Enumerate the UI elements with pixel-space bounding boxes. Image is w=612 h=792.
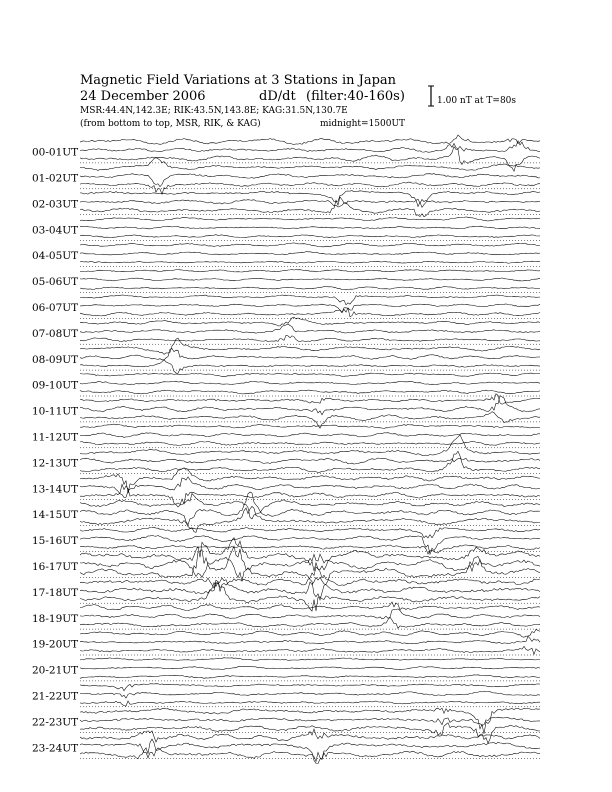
hour-row [32,658,540,681]
hour-label: 18-19UT [32,612,79,625]
hour-label: 21-22UT [32,690,79,703]
hour-label: 08-09UT [32,353,79,366]
trace-msr [80,646,540,654]
trace-kag [80,729,540,742]
hour-label: 01-02UT [32,172,79,185]
hour-row [32,435,540,474]
chart-title: Magnetic Field Variations at 3 Stations in Japan [80,73,397,88]
trace-msr [80,617,540,628]
hour-row [32,567,540,611]
hour-label: 10-11UT [32,405,79,418]
hour-row [32,317,540,344]
trace-rik [80,381,540,384]
trace-rik [80,199,540,207]
trace-kag [80,135,540,145]
trace-kag [80,527,540,538]
trace-msr [80,545,540,554]
hour-row [32,243,540,267]
trace-rik [80,174,540,187]
hour-row [32,729,540,764]
hour-row [32,492,540,532]
trace-rik [80,609,540,619]
trace-kag [80,424,540,428]
hour-row [32,338,540,373]
trace-msr [80,582,540,612]
hour-row [32,629,540,655]
trace-msr [80,287,540,290]
hour-label: 04-05UT [32,250,79,263]
trace-msr [80,484,540,507]
trace-msr [80,723,540,744]
trace-kag [80,158,540,171]
trace-msr [80,441,540,445]
trace-rik [80,304,540,313]
hour-label: 14-15UT [32,509,79,522]
trace-rik [80,717,540,725]
hour-label: 06-07UT [32,302,79,315]
hour-row [32,158,540,195]
trace-rik [80,278,540,281]
date-label: 24 December 2006 [80,89,206,104]
hour-label: 19-20UT [32,638,79,651]
hour-row [32,684,540,707]
hour-row [32,191,540,217]
hour-label: 09-10UT [32,379,79,392]
hour-row [32,373,540,396]
trace-msr [80,308,540,317]
trace-kag [80,217,540,221]
trace-rik [80,477,540,497]
trace-kag [80,658,540,661]
hour-label: 03-04UT [32,224,79,237]
trace-kag [80,684,540,691]
hour-label: 02-03UT [32,198,79,211]
stations-label: MSR:44.4N,142.3E; RIK:43.5N,143.8E; KAG:31.5N,130.7E [80,106,348,116]
hour-label: 13-14UT [32,483,79,496]
trace-msr [80,546,540,600]
hour-label: 22-23UT [32,716,79,729]
trace-kag [80,629,540,637]
order-note: (from bottom to top, MSR, RIK, & KAG) [80,119,261,129]
trace-rik [80,458,540,464]
hour-row [32,527,540,554]
hour-label: 11-12UT [32,431,79,444]
scale-label: 1.00 nT at T=80s [437,96,517,106]
hour-row [32,270,540,293]
hour-label: 00-01UT [32,146,79,159]
hour-row [32,295,540,318]
hour-row [32,602,540,629]
trace-rik [80,636,540,644]
trace-rik [80,141,540,152]
trace-rik [80,324,540,333]
trace-rik [80,226,540,229]
hour-label: 16-17UT [32,561,79,574]
hour-label: 20-21UT [32,664,79,677]
trace-kag [80,468,540,493]
trace-msr [80,335,540,341]
hour-row [32,394,540,429]
quantity-label: dD/dt [259,89,296,104]
trace-rik [80,666,540,669]
filter-label: (filter:40-160s) [306,89,405,104]
trace-msr [80,197,540,217]
trace-msr [80,235,540,238]
trace-kag [80,435,540,456]
scale-bar [428,86,516,106]
trace-kag [80,243,540,247]
trace-msr [80,701,540,706]
hour-label: 23-24UT [32,742,79,755]
trace-kag [80,538,540,571]
hour-row [32,217,540,241]
hour-label: 07-08UT [32,327,79,340]
trace-kag [80,270,540,273]
trace-msr [80,390,540,394]
midnight-note: midnight=1500UT [320,119,406,129]
trace-kag [80,394,540,405]
trace-rik [80,692,540,699]
trace-area [32,135,540,764]
trace-rik [80,742,540,763]
trace-kag [80,295,540,305]
trace-kag [80,494,540,519]
hour-label: 15-16UT [32,535,79,548]
trace-msr [80,182,540,194]
hour-row [32,135,540,171]
trace-msr [80,451,540,472]
hour-row [32,424,540,448]
trace-msr [80,261,540,263]
trace-rik [80,433,540,438]
trace-kag [80,373,540,376]
trace-msr [80,506,540,532]
hour-label: 17-18UT [32,586,79,599]
trace-rik [80,396,540,415]
trace-msr [80,675,540,679]
trace-msr [80,360,540,374]
hour-label: 05-06UT [32,276,79,289]
hour-label: 12-13UT [32,457,79,470]
trace-kag [80,191,540,208]
trace-kag [80,338,540,354]
trace-rik [80,252,540,255]
